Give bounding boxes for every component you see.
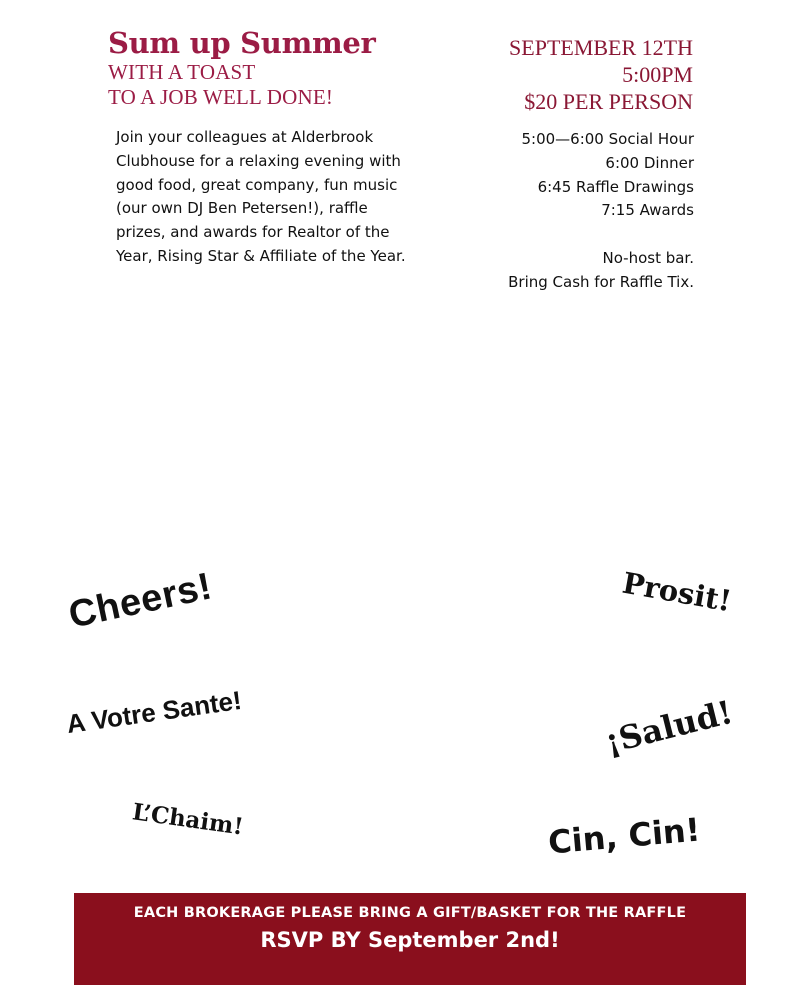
event-price: $20 PER PERSON	[524, 89, 693, 114]
event-details	[509, 34, 693, 115]
toast-cheers: Cheers!	[65, 565, 216, 637]
rsvp-deadline: RSVP BY September 2nd!	[260, 928, 560, 952]
page-title: Sum up Summer	[108, 26, 376, 60]
subtitle-line-2: TO A JOB WELL DONE!	[108, 85, 334, 109]
schedule-item-social-hour: 5:00—6:00 Social Hour	[521, 130, 694, 148]
event-schedule	[508, 128, 694, 295]
raffle-gift-notice: EACH BROKERAGE PLEASE BRING A GIFT/BASKET FOR THE RAFFLE	[133, 905, 687, 921]
schedule-spacer	[508, 223, 694, 247]
event-description: Join your colleagues at Alderbrook Clubhouse for a relaxing evening with good food, great company, fun music (our own DJ Ben Petersen!), raffle prizes, and awards for Realtor of the Year, Rising Star & Affiliate of the Year.	[116, 128, 406, 265]
rsvp-banner	[74, 893, 746, 985]
event-date: SEPTEMBER 12TH	[509, 35, 693, 60]
toast-cin-cin: Cin, Cin!	[546, 810, 702, 862]
toast-lchaim: L’Chaim!	[130, 798, 246, 841]
schedule-item-awards: 7:15 Awards	[601, 201, 694, 220]
toast-prosit: Prosit!	[619, 565, 735, 619]
schedule-item-raffle: 6:45 Raffle Drawings	[537, 177, 694, 196]
toast-votre-sante: A Votre Sante!	[64, 684, 244, 740]
event-heading	[108, 26, 438, 110]
schedule-item-dinner: 6:00 Dinner	[605, 153, 694, 172]
note-raffle-cash: Bring Cash for Raffle Tix.	[508, 272, 694, 291]
toast-salud: ¡Salud!	[601, 692, 737, 762]
event-time: 5:00PM	[622, 62, 693, 87]
subtitle-line-1: WITH A TOAST	[108, 60, 256, 84]
note-bar: No-host bar.	[602, 249, 694, 268]
